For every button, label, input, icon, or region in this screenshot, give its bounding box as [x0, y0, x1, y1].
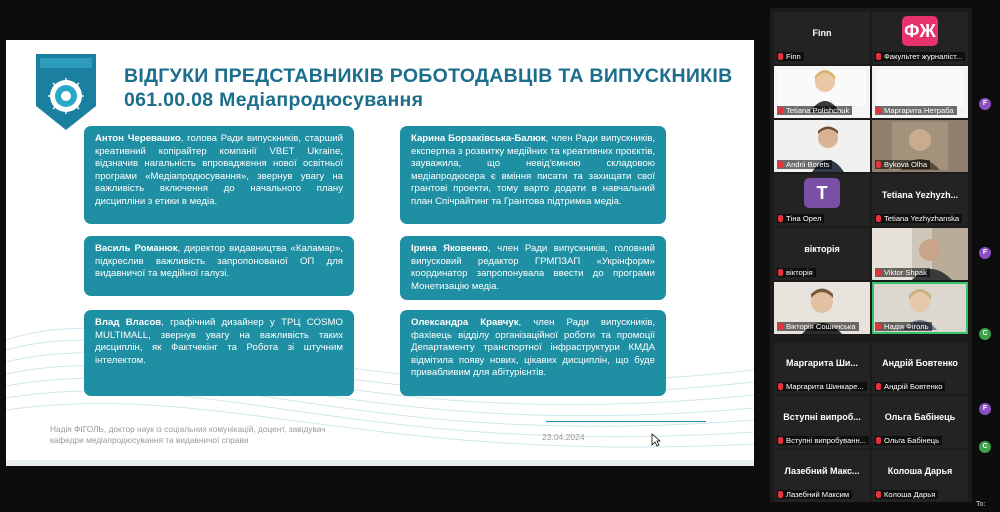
participant-tile[interactable] — [872, 12, 968, 64]
mic-muted-icon — [778, 53, 783, 60]
participant-name: Andrii Borets — [786, 160, 830, 169]
participant-label — [875, 106, 957, 115]
card-text: , член Ради випускників, головний випусковий редактор ГРМПЗАП «Укрінформ» координатор запропонувала ввести до програми Монетизацію медіа. — [411, 243, 655, 292]
video-feed — [876, 70, 964, 106]
participant-label — [875, 160, 930, 169]
participant-tile[interactable] — [774, 174, 870, 226]
mouse-cursor-icon — [651, 433, 661, 447]
slide-title — [124, 64, 732, 112]
participant-name: Bykova Olha — [884, 160, 928, 169]
participant-name: Колоша Дарья — [884, 490, 936, 499]
participant-label — [875, 322, 932, 331]
participant-label — [777, 214, 824, 223]
mic-muted-icon — [876, 437, 881, 444]
feedback-card — [400, 310, 666, 396]
shared-slide — [6, 40, 754, 466]
mic-muted-icon — [778, 491, 783, 498]
participant-tile[interactable] — [774, 228, 870, 280]
participant-tile[interactable] — [774, 342, 870, 394]
participant-tile[interactable] — [774, 12, 870, 64]
card-text: , графічний дизайнер у ТРЦ COSMO MULTIMALL, звернув увагу на важливість таких дисциплін, як Фактчекінг та Робота зі штучним інтелектом. — [95, 317, 343, 366]
mic-muted-icon — [778, 161, 783, 168]
footer-divider — [546, 421, 706, 422]
participant-display-name: Ольга Бабінець — [884, 412, 956, 422]
participant-label — [777, 160, 832, 169]
card-person-name: Влад Власов — [95, 317, 162, 328]
card-text: , член Ради випускників, фахівець відділу організаційної роботи та промоції Департаменту транспортної інфраструктури КМДА відмітила появу нових, цікавих дисциплін, що буде привабливим для абітурієнтів. — [411, 317, 655, 379]
participant-display-name: Маргарита Ши... — [786, 358, 858, 368]
card-person-name: Олександра Кравчук — [411, 317, 519, 328]
participant-tile[interactable] — [872, 174, 968, 226]
participant-display-name: Finn — [812, 28, 832, 38]
participant-name: Tetiana Yezhyzhanska — [884, 214, 960, 223]
side-avatar-badge[interactable]: F — [979, 247, 991, 259]
card-person-name: Ірина Яковенко — [411, 243, 488, 254]
participant-label — [875, 268, 930, 277]
participant-tile[interactable] — [872, 396, 968, 448]
participant-tile[interactable] — [774, 120, 870, 172]
card-text: , голова Ради випускників, старший креативний копірайтер компанії VBET Ukraine, відзначив нагальність впровадження нової освітньої програми «Медіапродюсування», звернув увагу на важливість включення до начального плану дисципліни з етики в медіа. — [95, 133, 344, 207]
participant-name: Лазебний Максим — [786, 490, 850, 499]
mic-muted-icon — [876, 53, 881, 60]
participant-display-name: вікторія — [804, 244, 840, 254]
mic-muted-icon — [778, 215, 783, 222]
side-avatar-badge[interactable]: F — [979, 403, 991, 415]
card-text: , директор видавництва «Каламар», підкреслив важливість запропонованої ОП для видавничої та медійної галузі. — [95, 243, 343, 280]
participant-label — [777, 52, 804, 61]
card-person-name: Карина Борзаківська-Балюк — [411, 133, 546, 144]
mic-muted-icon — [778, 383, 783, 390]
participant-display-name: Колоша Дарья — [887, 466, 953, 476]
mic-muted-icon — [876, 383, 881, 390]
participant-display-name: Лазебний Макс... — [784, 466, 860, 476]
participant-label — [875, 490, 938, 499]
participant-name: Маргарита Шинкаре... — [786, 382, 864, 391]
chat-to-label: To: — [976, 501, 986, 508]
card-text: , член Ради випускників, експертка з розвитку медійних та креативних проєктів, зауважила, що невід'ємною складовою медіапродюсера є вміння писати та захищати свої грантові проекти, тому варто додати в навчальний план Спічрайтинг та Грантова підтримка медіа. — [411, 133, 655, 207]
feedback-card — [400, 126, 666, 224]
participant-name: Надія Фіголь — [884, 322, 929, 331]
feedback-card — [84, 126, 354, 224]
participant-name: Ольга Бабінець — [884, 436, 940, 445]
side-avatar-badge[interactable]: C — [979, 441, 991, 453]
mic-muted-icon — [876, 107, 881, 114]
participant-label — [875, 214, 962, 223]
feedback-card — [400, 236, 666, 300]
participant-name: Вікторія Сошинська — [786, 322, 856, 331]
participant-tile[interactable] — [872, 450, 968, 502]
footer-date: 23.04.2024 — [542, 432, 585, 442]
participant-label — [875, 382, 945, 391]
side-avatar-badge[interactable]: C — [979, 328, 991, 340]
feedback-card — [84, 236, 354, 296]
participant-label — [777, 268, 816, 277]
participant-label — [777, 322, 859, 331]
card-person-name: Василь Романюк — [95, 243, 178, 254]
participant-tile-active-speaker[interactable] — [872, 282, 968, 334]
mic-muted-icon — [876, 323, 881, 330]
mic-muted-icon — [876, 491, 881, 498]
participant-label — [777, 436, 869, 445]
mic-muted-icon — [778, 269, 783, 276]
participant-tile[interactable] — [872, 120, 968, 172]
mic-muted-icon — [778, 323, 783, 330]
participant-name: Факультет журналіст... — [884, 52, 963, 61]
participant-name: Finn — [786, 52, 801, 61]
slide-title-line2: 061.00.08 Медіапродюсування — [124, 89, 424, 111]
slide-title-line1: ВІДГУКИ ПРЕДСТАВНИКІВ РОБОТОДАВЦІВ ТА ВИПУСКНИКІВ — [124, 65, 733, 87]
participant-label — [875, 52, 965, 61]
participant-name: вікторія — [786, 268, 813, 277]
mic-muted-icon — [876, 161, 881, 168]
participant-display-name: Андрій Бовтенко — [882, 358, 958, 368]
participant-label — [777, 382, 867, 391]
participant-display-name: Tetiana Yezhyzh... — [881, 190, 959, 200]
participant-name: Viktor Shpak — [884, 268, 927, 277]
side-avatar-badge[interactable]: F — [979, 98, 991, 110]
participant-label — [777, 106, 852, 115]
mic-muted-icon — [876, 215, 881, 222]
footer-author: Надія ФІГОЛЬ, доктор наук із соціальних комунікацій, доцент, завідувач кафедри медіапродюсування та видавничої справи — [50, 424, 326, 445]
participant-tile[interactable] — [872, 66, 968, 118]
participant-tile[interactable] — [774, 66, 870, 118]
participant-tile[interactable] — [872, 228, 968, 280]
participant-tile[interactable] — [774, 450, 870, 502]
participant-tile[interactable] — [774, 282, 870, 334]
card-person-name: Антон Черевашко — [95, 133, 181, 144]
participant-name: Андрій Бовтенко — [884, 382, 943, 391]
participant-avatar: ФЖ — [902, 16, 938, 46]
participant-name: Маргарита Нетраба — [884, 106, 954, 115]
participant-label — [875, 436, 942, 445]
feedback-card — [84, 310, 354, 396]
participant-tile[interactable] — [872, 342, 968, 394]
participant-avatar: T — [804, 178, 840, 208]
mic-muted-icon — [778, 437, 783, 444]
mic-muted-icon — [778, 107, 783, 114]
participant-tile[interactable] — [774, 396, 870, 448]
participant-display-name: Вступні випроб... — [783, 412, 861, 422]
mic-muted-icon — [876, 269, 881, 276]
participant-name: Tetiana Polishchuk — [786, 106, 850, 115]
participant-name: Тіна Орел — [786, 214, 822, 223]
participant-label — [777, 490, 852, 499]
participant-name: Вступні випробуванн... — [786, 436, 867, 445]
university-logo — [32, 52, 100, 132]
participants-panel[interactable] — [770, 8, 972, 502]
